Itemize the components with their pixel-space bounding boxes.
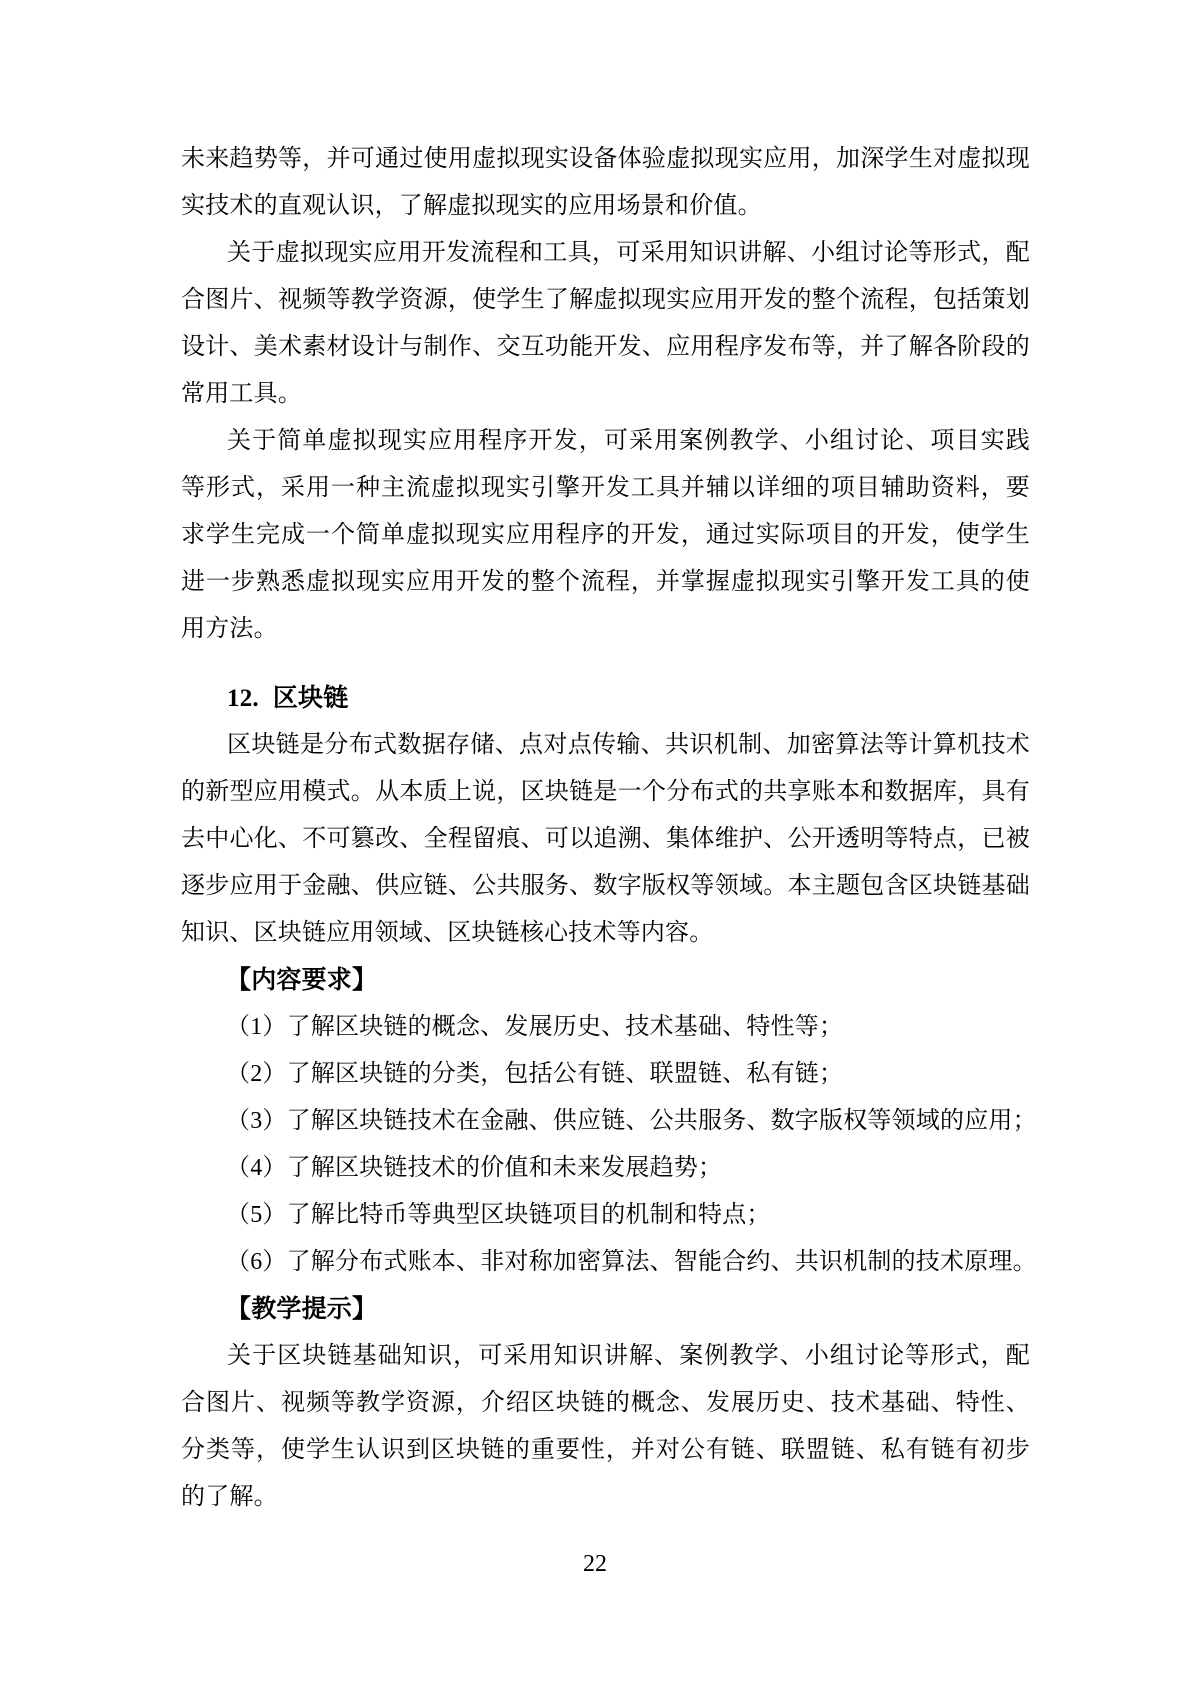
section-title: 区块链 [272,684,349,712]
section-number: 12. [227,685,259,712]
paragraph3-line1: 关于简单虚拟现实应用程序开发，可采用案例教学、小组讨论、项目实践 [227,428,1030,454]
requirement-item-4: （4）了解区块链技术的价值和未来发展趋势； [226,1155,723,1181]
paragraph5-line2: 合图片、视频等教学资源，介绍区块链的概念、发展历史、技术基础、特性、 [181,1390,1030,1416]
paragraph2-line3: 设计、美术素材设计与制作、交互功能开发、应用程序发布等，并了解各阶段的 [181,334,1030,360]
paragraph1-line2: 实技术的直观认识，了解虚拟现实的应用场景和价值。 [181,193,762,219]
requirement-item-6: （6）了解分布式账本、非对称加密算法、智能合约、共识机制的技术原理。 [226,1249,1037,1275]
teaching-tips-label: 【教学提示】 [226,1295,378,1323]
paragraph3-line3: 求学生完成一个简单虚拟现实应用程序的开发，通过实际项目的开发，使学生 [181,522,1030,548]
paragraph2-line2: 合图片、视频等教学资源，使学生了解虚拟现实应用开发的整个流程，包括策划 [181,287,1030,313]
paragraph2-line4: 常用工具。 [181,381,302,407]
paragraph2-line1: 关于虚拟现实应用开发流程和工具，可采用知识讲解、小组讨论等形式，配 [227,240,1030,266]
paragraph5-line4: 的了解。 [181,1484,278,1510]
paragraph5-line3: 分类等，使学生认识到区块链的重要性，并对公有链、联盟链、私有链有初步 [181,1437,1030,1463]
paragraph3-line4: 进一步熟悉虚拟现实应用开发的整个流程，并掌握虚拟现实引擎开发工具的使 [181,569,1030,595]
paragraph5-line1: 关于区块链基础知识，可采用知识讲解、案例教学、小组讨论等形式，配 [227,1343,1030,1369]
content-requirements-label: 【内容要求】 [226,966,378,994]
paragraph4-line5: 知识、区块链应用领域、区块链核心技术等内容。 [181,920,714,946]
requirement-item-3: （3）了解区块链技术在金融、供应链、公共服务、数字版权等领域的应用； [226,1108,1037,1134]
paragraph1-line1: 未来趋势等，并可通过使用虚拟现实设备体验虚拟现实应用，加深学生对虚拟现 [181,146,1030,172]
paragraph4-line4: 逐步应用于金融、供应链、公共服务、数字版权等领域。本主题包含区块链基础 [181,873,1030,899]
requirement-item-5: （5）了解比特币等典型区块链项目的机制和特点； [226,1202,771,1228]
paragraph4-line3: 去中心化、不可篡改、全程留痕、可以追溯、集体维护、公开透明等特点，已被 [181,826,1030,852]
paragraph4-line1: 区块链是分布式数据存储、点对点传输、共识机制、加密算法等计算机技术 [227,732,1030,758]
text-column [181,136,1037,1521]
section-heading-blockchain [181,675,1030,722]
requirement-item-2: （2）了解区块链的分类，包括公有链、联盟链、私有链； [226,1061,844,1087]
paragraph3-line2: 等形式，采用一种主流虚拟现实引擎开发工具并辅以详细的项目辅助资料，要 [181,475,1030,501]
page-number: 22 [583,1551,607,1577]
paragraph4-line2: 的新型应用模式。从本质上说，区块链是一个分布式的共享账本和数据库，具有 [181,779,1030,805]
paragraph3-line5: 用方法。 [181,616,278,642]
requirement-item-1: （1）了解区块链的概念、发展历史、技术基础、特性等； [226,1014,844,1040]
